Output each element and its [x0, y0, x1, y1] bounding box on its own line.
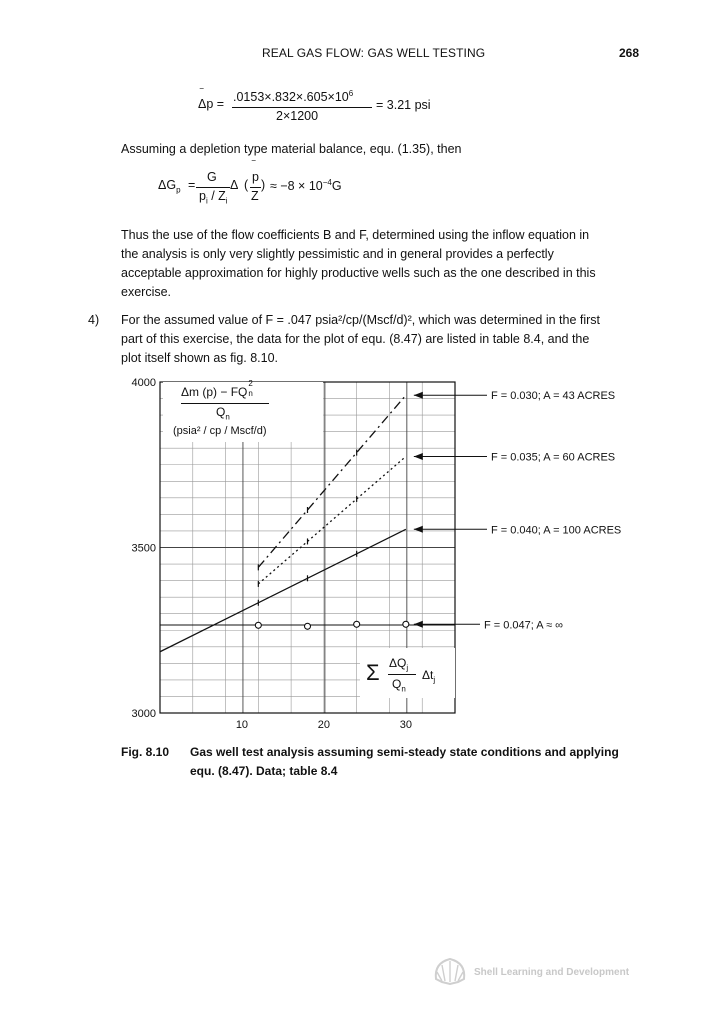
- eq1-bar: ‾: [200, 88, 204, 99]
- data-point: [354, 621, 360, 627]
- eq2-paren-close: ): [261, 178, 266, 192]
- eq2-result: ≈ $-8 \times 10^{-4}G$: [270, 178, 342, 194]
- legend-arrowhead: [414, 526, 423, 533]
- legend-arrowhead: [414, 621, 423, 628]
- data-point: [255, 622, 261, 628]
- text-line: the analysis is only very slightly pessimistic and in general provides a perfectly: [121, 247, 554, 261]
- eq2-lhs: $\Delta G_p$: [158, 178, 181, 195]
- caption-line: Gas well test analysis assuming semi-steady state conditions and applying: [190, 745, 619, 759]
- data-point: [403, 621, 409, 627]
- eq1-result: = 3.21 psi: [376, 98, 431, 112]
- ylabel-box: [163, 379, 323, 442]
- chart-legend: [414, 390, 621, 631]
- text-line: plot itself shown as fig. 8.10.: [121, 351, 279, 365]
- eq2-equals: =: [188, 178, 196, 192]
- text-line: part of this exercise, the data for the plot of equ. (8.47) are listed in table 8.4, and the: [121, 332, 590, 346]
- eq2-numerator: G: [207, 170, 217, 184]
- ylabel-numerator: Δm (p) − FQ 2 n: [181, 379, 253, 399]
- eq2-bar: ‾: [252, 160, 256, 171]
- figure-label: Fig. 8.10: [121, 745, 170, 759]
- x-tick-label: 20: [317, 719, 331, 731]
- page-number: 268: [619, 46, 640, 60]
- legend-label: F = 0.035; A = 60 ACRES: [491, 451, 616, 464]
- eq1-lhs: Δp =: [198, 97, 225, 111]
- legend-label: F = 0.047; A ≈ ∞: [484, 619, 564, 632]
- text-line: For the assumed value of F = .047 psia²/cp/(Mscf/d)², which was determined in the first: [121, 313, 601, 327]
- ylabel-units: (psia² / cp / Mscf/d): [173, 425, 267, 437]
- eq1-numerator: $.0153\times.832\times.605\times 10^6$: [233, 89, 354, 105]
- legend-label: F = 0.030; A = 43 ACRES: [491, 390, 616, 403]
- eq2-inner-den: Z: [251, 189, 259, 203]
- shell-logo-icon: [432, 955, 468, 987]
- ylabel-fraction-bar: [181, 403, 269, 404]
- series-line: [258, 456, 406, 583]
- xlabel-box: [360, 648, 455, 698]
- eq2-delta: Δ: [230, 178, 239, 192]
- ylabel-denominator: $Q_n$: [216, 405, 230, 422]
- eq2-paren-open: (: [244, 178, 249, 192]
- y-tick-label: 3500: [131, 542, 156, 555]
- text-line: exercise.: [121, 285, 172, 299]
- footer-brand: [432, 955, 642, 987]
- xlabel-denominator: $Q_n$: [392, 677, 406, 694]
- caption-line: equ. (8.47). Data; table 8.4: [190, 764, 338, 778]
- legend-arrowhead: [414, 453, 423, 460]
- item-number: 4): [88, 313, 100, 327]
- data-point: [305, 623, 311, 629]
- xlabel-numerator: $\Delta Q_j$: [389, 656, 409, 673]
- x-tick-label: 10: [235, 719, 249, 731]
- xlabel-sigma: Σ: [366, 660, 380, 685]
- x-tick-label: 30: [399, 719, 412, 731]
- eq2-inner-num: p: [252, 170, 259, 184]
- y-tick-label: 4000: [131, 377, 156, 389]
- paragraph-assume: Assuming a depletion type material balance, equ. (1.35), then: [121, 142, 462, 156]
- legend-arrowhead: [414, 392, 423, 399]
- running-header: REAL GAS FLOW: GAS WELL TESTING: [262, 46, 486, 60]
- xlabel-tail: $\Delta t_j$: [422, 668, 436, 685]
- eq2-denominator: $p_i / Z_i$: [199, 189, 228, 206]
- footer-brand-text: Shell Learning and Development: [474, 967, 630, 978]
- y-tick-label: 3000: [131, 708, 156, 720]
- text-line: Thus the use of the flow coefficients B and F, determined using the inflow equation in: [121, 228, 590, 242]
- figure-caption: [190, 743, 660, 781]
- text-line: acceptable approximation for highly productive wells such as the one described in this: [121, 266, 596, 280]
- legend-label: F = 0.040; A = 100 ACRES: [491, 524, 622, 537]
- xlabel-fraction-bar: [388, 674, 416, 675]
- eq1-denominator: 2×1200: [276, 109, 319, 123]
